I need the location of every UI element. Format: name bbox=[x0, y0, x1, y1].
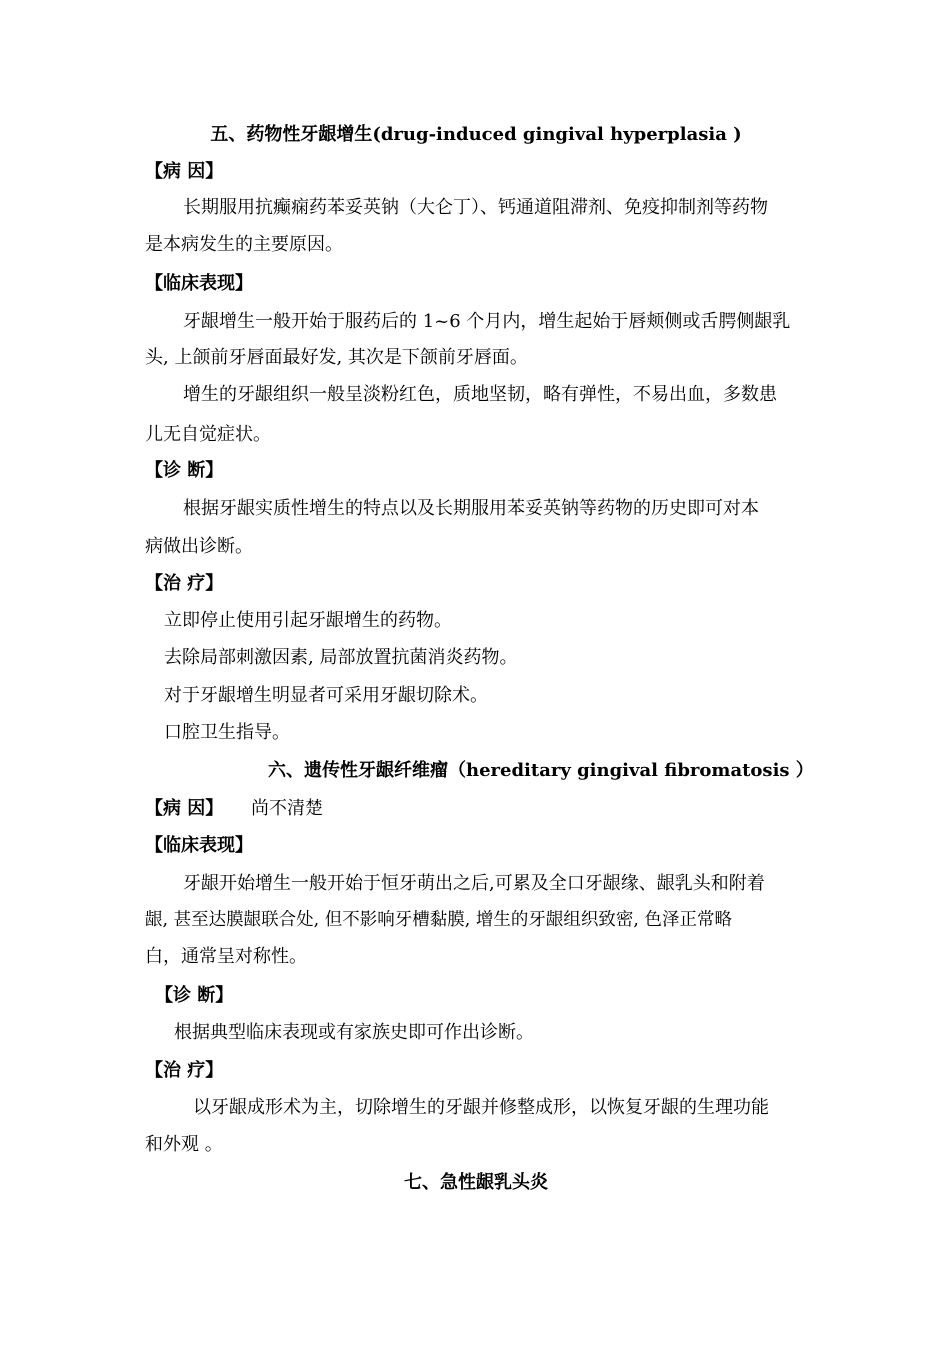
section-five-clinical-p1-line-2: 头, 上颌前牙唇面最好发, 其次是下颌前牙唇面。 bbox=[145, 347, 528, 368]
section-five-diagnosis-line-2: 病做出诊断。 bbox=[145, 536, 253, 557]
section-five-treatment-item-1: 立即停止使用引起牙龈增生的药物。 bbox=[164, 610, 452, 631]
section-five-cause-line-1: 长期服用抗癫痫药苯妥英钠（大仑丁）、钙通道阻滞剂、免疫抑制剂等药物 bbox=[183, 197, 768, 218]
section-six-diagnosis-text: 根据典型临床表现或有家族史即可作出诊断。 bbox=[174, 1022, 534, 1043]
section-six-cause-label: 【病 因】 bbox=[145, 798, 224, 819]
section-five-diagnosis-line-1: 根据牙龈实质性增生的特点以及长期服用苯妥英钠等药物的历史即可对本 bbox=[183, 498, 759, 519]
section-five-clinical-p1-line-1: 牙龈增生一般开始于服药后的 1~6 个月内，增生起始于唇颊侧或舌腭侧龈乳 bbox=[183, 311, 791, 332]
section-six-diagnosis-label: 【诊 断】 bbox=[155, 985, 234, 1006]
section-six-clinical-line-2: 龈, 甚至达膜龈联合处, 但不影响牙槽黏膜, 增生的牙龈组织致密, 色泽正常略 bbox=[145, 910, 732, 930]
section-six-cause-text: 尚不清楚 bbox=[251, 798, 323, 819]
section-five-title: 五、药物性牙龈增生(drug-induced gingival hyperplasia ) bbox=[210, 124, 742, 145]
section-five-treatment-item-3: 对于牙龈增生明显者可采用牙龈切除术。 bbox=[164, 685, 488, 706]
section-five-cause-label: 【病 因】 bbox=[145, 161, 224, 182]
section-six-clinical-line-3: 白，通常呈对称性。 bbox=[145, 946, 307, 967]
section-five-diagnosis-label: 【诊 断】 bbox=[145, 460, 224, 481]
section-five-treatment-item-4: 口腔卫生指导。 bbox=[164, 722, 290, 743]
section-six-clinical-label: 【临床表现】 bbox=[145, 835, 253, 856]
section-six-treatment-label: 【治 疗】 bbox=[145, 1060, 224, 1081]
section-five-treatment-item-2: 去除局部刺激因素, 局部放置抗菌消炎药物。 bbox=[164, 647, 518, 668]
section-five-treatment-label: 【治 疗】 bbox=[145, 573, 224, 594]
section-six-clinical-line-1: 牙龈开始增生一般开始于恒牙萌出之后,可累及全口牙龈缘、龈乳头和附着 bbox=[183, 873, 765, 894]
section-five-cause-line-2: 是本病发生的主要原因。 bbox=[145, 234, 343, 255]
section-six-title: 六、遗传性牙龈纤维瘤（hereditary gingival fibromatosis ） bbox=[268, 760, 814, 781]
section-seven-title: 七、急性龈乳头炎 bbox=[404, 1172, 548, 1193]
section-five-clinical-p2-line-2: 儿无自觉症状。 bbox=[145, 424, 271, 445]
section-six-treatment-line-1: 以牙龈成形术为主，切除增生的牙龈并修整成形，以恢复牙龈的生理功能 bbox=[193, 1097, 769, 1118]
section-five-clinical-p2-line-1: 增生的牙龈组织一般呈淡粉红色，质地坚韧，略有弹性，不易出血，多数患 bbox=[183, 384, 777, 405]
section-six-treatment-line-2: 和外观 。 bbox=[145, 1134, 223, 1155]
section-five-clinical-label: 【临床表现】 bbox=[145, 273, 253, 294]
